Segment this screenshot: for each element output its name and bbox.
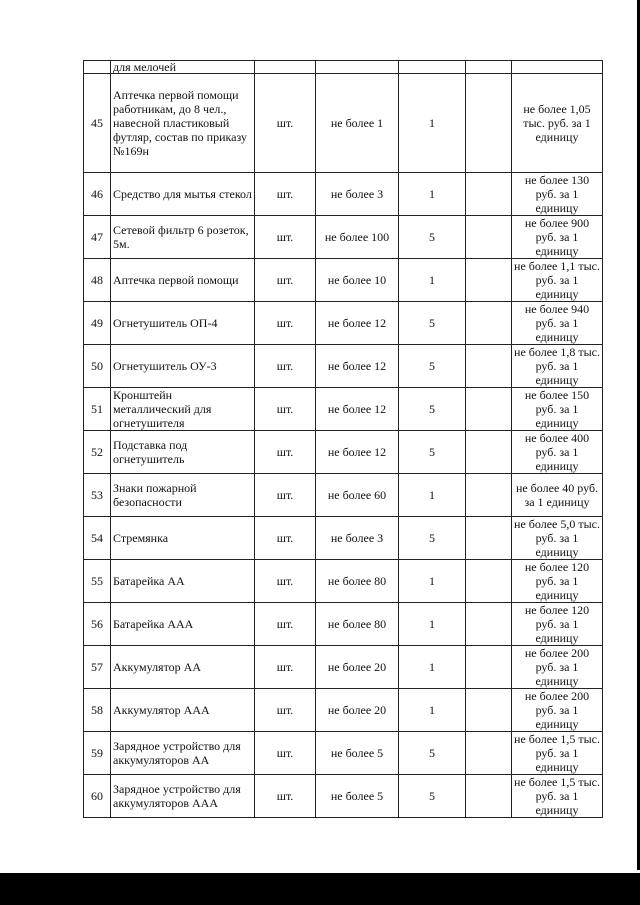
cell-quantity: не более 5 <box>316 732 399 775</box>
cell-number: 55 <box>84 560 111 603</box>
cell-price: не более 1,05 тыс. руб. за 1 единицу <box>512 74 603 173</box>
table-row <box>84 302 603 345</box>
cell-unit: шт. <box>255 775 316 818</box>
cell-quantity: не более 60 <box>316 474 399 517</box>
cell-name: Аккумулятор АА <box>111 646 255 689</box>
cell-price: не более 1,5 тыс. руб. за 1 единицу <box>512 775 603 818</box>
cell-quantity: не более 10 <box>316 259 399 302</box>
cell-price: не более 200 руб. за 1 единицу <box>512 689 603 732</box>
cell-unit: шт. <box>255 259 316 302</box>
cell-price: не более 120 руб. за 1 единицу <box>512 560 603 603</box>
cell-number: 59 <box>84 732 111 775</box>
table-row <box>84 689 603 732</box>
cell-unit: шт. <box>255 388 316 431</box>
cell-number: 52 <box>84 431 111 474</box>
cell-name: Зарядное устройство для аккумуляторов ААА <box>111 775 255 818</box>
procurement-table <box>83 60 603 818</box>
cell-empty <box>466 74 512 173</box>
cell-unit: шт. <box>255 603 316 646</box>
table-row <box>84 560 603 603</box>
cell-empty <box>466 345 512 388</box>
cell-price: не более 1,5 тыс. руб. за 1 единицу <box>512 732 603 775</box>
cell-number: 53 <box>84 474 111 517</box>
cell-quantity: не более 12 <box>316 388 399 431</box>
cell-empty <box>466 775 512 818</box>
cell-count: 5 <box>399 775 466 818</box>
cell-count: 5 <box>399 216 466 259</box>
cell-empty <box>466 646 512 689</box>
cell-unit: шт. <box>255 474 316 517</box>
cell-count: 5 <box>399 302 466 345</box>
cell-name: Знаки пожарной безопасности <box>111 474 255 517</box>
cell-count: 5 <box>399 431 466 474</box>
cell-price: не более 120 руб. за 1 единицу <box>512 603 603 646</box>
cell-name: Огнетушитель ОП-4 <box>111 302 255 345</box>
cell-quantity: не более 20 <box>316 689 399 732</box>
cell-empty <box>466 689 512 732</box>
cell-count: 5 <box>399 388 466 431</box>
cell-name: Аптечка первой помощи <box>111 259 255 302</box>
cell-quantity: не более 12 <box>316 345 399 388</box>
cell-price: не более 130 руб. за 1 единицу <box>512 173 603 216</box>
cell-empty <box>466 603 512 646</box>
table-row <box>84 388 603 431</box>
cell-unit: шт. <box>255 689 316 732</box>
cell-quantity: не более 80 <box>316 560 399 603</box>
cell-number <box>84 61 111 74</box>
cell-empty <box>466 259 512 302</box>
cell-empty <box>466 732 512 775</box>
table-row <box>84 775 603 818</box>
cell-price <box>512 61 603 74</box>
table-row <box>84 259 603 302</box>
cell-number: 46 <box>84 173 111 216</box>
scan-bottom-border <box>0 873 640 905</box>
cell-quantity: не более 12 <box>316 302 399 345</box>
cell-number: 57 <box>84 646 111 689</box>
cell-price: не более 900 руб. за 1 единицу <box>512 216 603 259</box>
cell-unit: шт. <box>255 173 316 216</box>
cell-empty <box>466 474 512 517</box>
cell-unit: шт. <box>255 74 316 173</box>
cell-quantity: не более 3 <box>316 173 399 216</box>
table-body <box>84 61 603 818</box>
cell-price: не более 40 руб. за 1 единицу <box>512 474 603 517</box>
cell-name: Огнетушитель ОУ-3 <box>111 345 255 388</box>
cell-empty <box>466 302 512 345</box>
cell-name: Средство для мытья стекол <box>111 173 255 216</box>
cell-count: 1 <box>399 560 466 603</box>
cell-name: Зарядное устройство для аккумуляторов АА <box>111 732 255 775</box>
table-row <box>84 431 603 474</box>
cell-name: Сетевой фильтр 6 розеток, 5м. <box>111 216 255 259</box>
cell-number: 50 <box>84 345 111 388</box>
table-row <box>84 646 603 689</box>
cell-quantity: не более 3 <box>316 517 399 560</box>
cell-number: 49 <box>84 302 111 345</box>
cell-number: 58 <box>84 689 111 732</box>
cell-count: 1 <box>399 74 466 173</box>
cell-count: 5 <box>399 517 466 560</box>
cell-quantity <box>316 61 399 74</box>
cell-quantity: не более 1 <box>316 74 399 173</box>
cell-quantity: не более 80 <box>316 603 399 646</box>
cell-price: не более 1,1 тыс. руб. за 1 единицу <box>512 259 603 302</box>
cell-name: Батарейка ААА <box>111 603 255 646</box>
cell-price: не более 200 руб. за 1 единицу <box>512 646 603 689</box>
cell-count: 1 <box>399 646 466 689</box>
table-row <box>84 603 603 646</box>
table-row <box>84 474 603 517</box>
cell-unit: шт. <box>255 431 316 474</box>
cell-quantity: не более 20 <box>316 646 399 689</box>
cell-number: 47 <box>84 216 111 259</box>
table-row-continued <box>84 61 603 74</box>
cell-price: не более 1,8 тыс. руб. за 1 единицу <box>512 345 603 388</box>
cell-number: 51 <box>84 388 111 431</box>
cell-unit: шт. <box>255 732 316 775</box>
cell-name: Батарейка АА <box>111 560 255 603</box>
cell-unit: шт. <box>255 560 316 603</box>
cell-unit: шт. <box>255 302 316 345</box>
table-row <box>84 517 603 560</box>
cell-quantity: не более 12 <box>316 431 399 474</box>
table-row <box>84 216 603 259</box>
cell-quantity: не более 100 <box>316 216 399 259</box>
cell-empty <box>466 173 512 216</box>
cell-name: Аптечка первой помощи работникам, до 8 чел., навесной пластиковый футляр, состав по приказу №169н <box>111 74 255 173</box>
cell-count: 1 <box>399 173 466 216</box>
cell-count <box>399 61 466 74</box>
cell-name: Кронштейн металлический для огнетушителя <box>111 388 255 431</box>
cell-unit <box>255 61 316 74</box>
cell-count: 1 <box>399 474 466 517</box>
cell-price: не более 400 руб. за 1 единицу <box>512 431 603 474</box>
cell-quantity: не более 5 <box>316 775 399 818</box>
cell-name: для мелочей <box>111 61 255 74</box>
cell-number: 45 <box>84 74 111 173</box>
table-row <box>84 732 603 775</box>
cell-count: 5 <box>399 345 466 388</box>
table-row <box>84 345 603 388</box>
cell-unit: шт. <box>255 517 316 560</box>
cell-price: не более 940 руб. за 1 единицу <box>512 302 603 345</box>
cell-unit: шт. <box>255 216 316 259</box>
cell-number: 60 <box>84 775 111 818</box>
cell-price: не более 5,0 тыс. руб. за 1 единицу <box>512 517 603 560</box>
cell-unit: шт. <box>255 345 316 388</box>
cell-count: 5 <box>399 732 466 775</box>
cell-count: 1 <box>399 689 466 732</box>
table-row <box>84 74 603 173</box>
cell-number: 56 <box>84 603 111 646</box>
cell-empty <box>466 388 512 431</box>
cell-empty <box>466 431 512 474</box>
cell-count: 1 <box>399 603 466 646</box>
cell-unit: шт. <box>255 646 316 689</box>
cell-name: Подставка под огнетушитель <box>111 431 255 474</box>
cell-count: 1 <box>399 259 466 302</box>
cell-number: 54 <box>84 517 111 560</box>
table-row <box>84 173 603 216</box>
cell-empty <box>466 61 512 74</box>
cell-price: не более 150 руб. за 1 единицу <box>512 388 603 431</box>
cell-empty <box>466 216 512 259</box>
cell-name: Стремянка <box>111 517 255 560</box>
cell-name: Аккумулятор ААА <box>111 689 255 732</box>
cell-number: 48 <box>84 259 111 302</box>
cell-empty <box>466 560 512 603</box>
cell-empty <box>466 517 512 560</box>
